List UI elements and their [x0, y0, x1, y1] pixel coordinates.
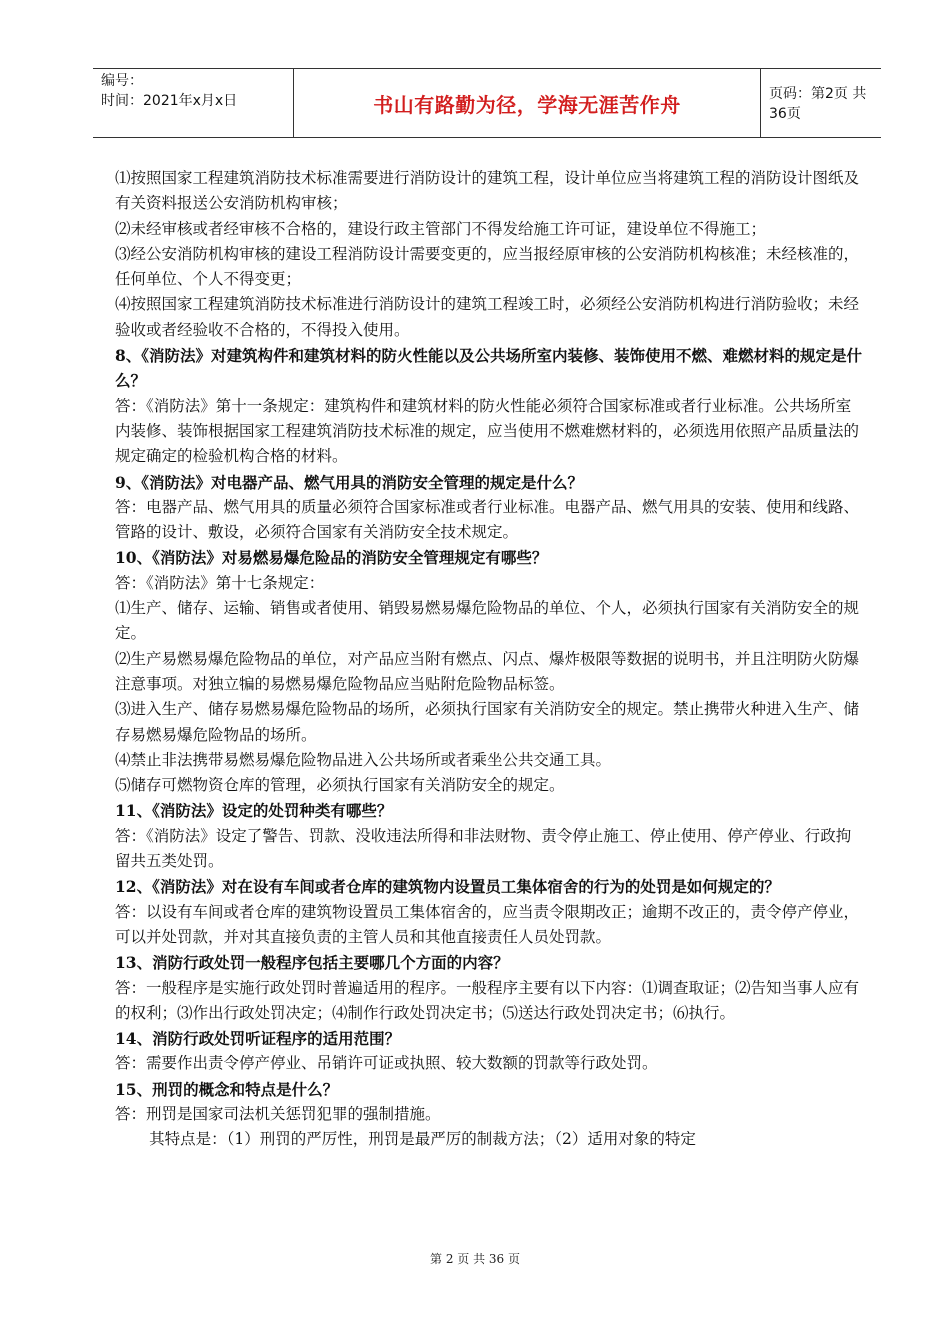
body-paragraph: ⑵生产易燃易爆危险物品的单位，对产品应当附有燃点、闪点、爆炸极限等数据的说明书，并且注明防火防爆注意事项。对独立犏的易燃易爆危险物品应当贴附危险物品标签。: [115, 649, 860, 693]
page-footer: 第 2 页 共 36 页: [430, 1252, 520, 1266]
body-paragraph: 答：《消防法》设定了警告、罚款、没收违法所得和非法财物、责令停止施工、停止使用、停产停业、行政拘留共五类处罚。: [115, 826, 852, 871]
body-paragraph: ⑷禁止非法携带易燃易爆危险物品进入公共场所或者乘坐公共交通工具。: [115, 750, 612, 769]
header-page-info: 页码：第2页 共36页: [769, 86, 867, 122]
body-paragraph: ⑸储存可燃物资仓库的管理，必须执行国家有关消防安全的规定。: [115, 776, 565, 795]
question-heading: 14、消防行政处罚听证程序的适用范围？: [115, 1029, 401, 1049]
page-header: [93, 68, 881, 138]
body-paragraph: ⑴按照国家工程建筑消防技术标准需要进行消防设计的建筑工程，设计单位应当将建筑工程的消防设计图纸及有关资料报送公安消防机构审核；: [115, 169, 860, 213]
body-paragraph: ⑶经公安消防机构审核的建设工程消防设计需要变更的，应当报经原审核的公安消防机构核准；未经核准的，任何单位、个人不得变更；: [115, 244, 860, 289]
document-time-label: 时间：2021年x月x日: [101, 93, 238, 109]
header-motto: 书山有路勤为径，学海无涯苦作舟: [373, 92, 681, 117]
body-paragraph: 答：电器产品、燃气用具的质量必须符合国家标准或者行业标准。电器产品、燃气用具的安装、使用和线路、管路的设计、敷设，必须符合国家有关消防安全技术规定。: [115, 497, 860, 542]
question-heading: 15、刑罚的概念和特点是什么？: [115, 1079, 339, 1099]
question-heading: 9、《消防法》对电器产品、燃气用具的消防安全管理的规定是什么？: [115, 472, 584, 492]
body-paragraph: 答：需要作出责令停产停业、吊销许可证或执照、较大数额的罚款等行政处罚。: [115, 1054, 658, 1073]
body-paragraph: 答：《消防法》第十一条规定：建筑构件和建筑材料的防火性能必须符合国家标准或者行业标准。公共场所室内装修、装饰根据国家工程建筑消防技术标准的规定，应当使用不燃难燃材料的，必须选用依照产品质量法的规定确定的检验机构合格的材料。: [115, 396, 860, 466]
body-paragraph: ⑵未经审核或者经审核不合格的，建设行政主管部门不得发给施工许可证，建设单位不得施工；: [115, 219, 767, 238]
document-body: [115, 166, 865, 1153]
body-paragraph: 答：以设有车间或者仓库的建筑物设置员工集体宿舍的，应当责令限期改正；逾期不改正的，责令停产停业，可以并处罚款，并对其直接负责的主管人员和其他直接责任人员处罚款。: [115, 902, 860, 946]
body-paragraph: 答：《消防法》第十七条规定：: [115, 573, 325, 592]
question-heading: 11、《消防法》设定的处罚种类有哪些？: [115, 801, 393, 821]
question-heading: 13、消防行政处罚一般程序包括主要哪几个方面的内容？: [115, 953, 509, 973]
body-paragraph: 答：刑罚是国家司法机关惩罚犯罪的强制措施。: [115, 1104, 441, 1123]
body-paragraph: ⑴生产、储存、运输、销售或者使用、销毁易燃易爆危险物品的单位、个人，必须执行国家有关消防安全的规定。: [115, 599, 860, 643]
body-paragraph: ⑶进入生产、储存易燃易爆危险物品的场所，必须执行国家有关消防安全的规定。禁止携带火种进入生产、储存易燃易爆危险物品的场所。: [115, 700, 860, 744]
body-paragraph: ⑷按照国家工程建筑消防技术标准进行消防设计的建筑工程竣工时，必须经公安消防机构进行消防验收；未经验收或者经验收不合格的，不得投入使用。: [115, 295, 860, 339]
body-paragraph: 其特点是：（1）刑罚的严厉性，刑罚是最严厉的制裁方法；（2）适用对象的特定: [149, 1130, 696, 1149]
document-number-label: 编号：: [101, 73, 143, 89]
question-heading: 8、《消防法》对建筑构件和建筑材料的防火性能以及公共场所室内装修、装饰使用不燃、难燃材料的规定是什么？: [115, 346, 863, 391]
header-meta: [93, 69, 294, 137]
body-paragraph: 答：一般程序是实施行政处罚时普遍适用的程序。一般程序主要有以下内容：⑴调查取证；⑵告知当事人应有的权利；⑶作出行政处罚决定；⑷制作行政处罚决定书；⑸送达行政处罚决定书；⑹执行。: [115, 978, 860, 1022]
header-motto-cell: [294, 69, 761, 137]
question-heading: 10、《消防法》对易燃易爆危险品的消防安全管理规定有哪些？: [115, 548, 548, 568]
question-heading: 12、《消防法》对在设有车间或者仓库的建筑物内设置员工集体宿舍的行为的处罚是如何规定的？: [115, 877, 780, 897]
